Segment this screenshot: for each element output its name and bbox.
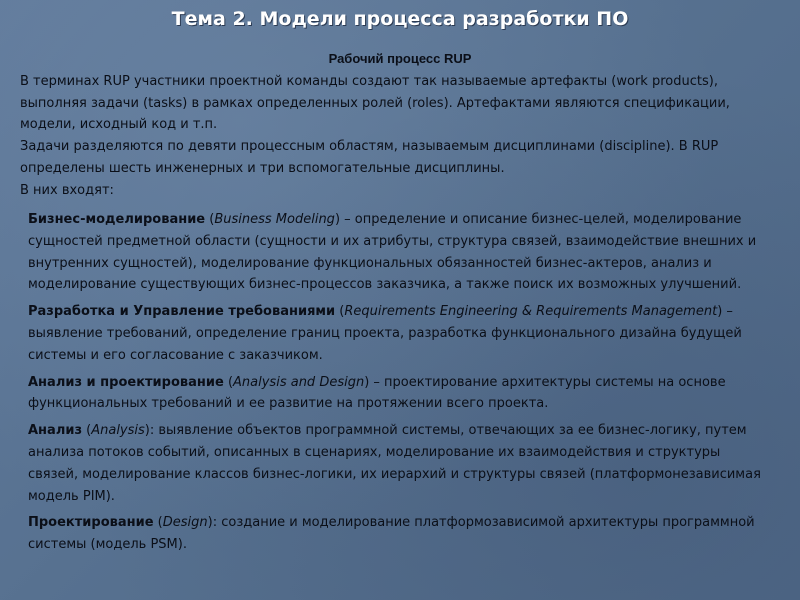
intro-paragraph: В них входят:: [20, 182, 114, 198]
discipline-english-name: Requirements Engineering & Requirements Management: [344, 304, 718, 320]
intro-text: [20, 71, 780, 201]
discipline-description: выявление объектов программной системы, отвечающих за ее бизнес-логику, путем анализа потоков событий, описанных в сценариях, моделирование их взаимодействия и структуры связей, моделирование классов бизнес-логики, их иерархий и структуры связей (платформонезависимая модель PIM).: [28, 423, 761, 504]
intro-paragraph: В терминах RUP участники проектной команды создают так называемые артефакты (work products), выполняя задачи (tasks) в рамках определенных ролей (roles). Артефактами являются спецификации, модели, исходный код и т.п.: [20, 74, 730, 133]
discipline-english-name: Analysis: [91, 423, 145, 439]
discipline-english-name: Design: [162, 515, 208, 531]
discipline-description: – проектирование архитектуры системы на основе функциональных требований и ее развитие на протяжении всего проекта.: [28, 374, 726, 412]
discipline-analysis: Анализ (Analysis): выявление объектов программной системы, отвечающих за ее бизнес-логику, путем анализа потоков событий, описанных в сценариях, моделирование их взаимодействия и структуры связей, моделирование классов бизнес-логики, их иерархий и структуры связей (платформонезависимая модель PIM).: [28, 423, 761, 504]
intro-paragraph: Задачи разделяются по девяти процессным областям, называемым дисциплинами (discipline). В RUP определены шесть инженерных и три вспомогательные дисциплины.: [20, 139, 719, 176]
discipline-name: Проектирование: [28, 515, 154, 531]
discipline-requirements: Разработка и Управление требованиями (Requirements Engineering & Requirements Management) – выявление требований, определение границ проекта, разработка функционального дизайна будущей системы и его согласование с заказчиком.: [28, 304, 742, 363]
discipline-design: Проектирование (Design): создание и моделирование платформозависимой архитектуры программной системы (модель PSM).: [28, 515, 755, 553]
discipline-business-modeling: Бизнес-моделирование (Business Modeling) – определение и описание бизнес-целей, моделирование сущностей предметной области (сущности и их атрибуты, структура связей, взаимодействие внешних и внутренних сущностей), моделирование функциональных обязанностей бизнес-актеров, анализ и моделирование существующих бизнес-процессов заказчика, а также поиск их возможных улучшений.: [28, 212, 757, 293]
discipline-description: – определение и описание бизнес-целей, моделирование сущностей предметной области (сущности и их атрибуты, структура связей, взаимодействие внешних и внутренних сущностей), моделирование функциональных обязанностей бизнес-актеров, анализ и моделирование существующих бизнес-процессов заказчика, а также поиск их возможных улучшений.: [28, 212, 757, 293]
discipline-name: Разработка и Управление требованиями: [28, 304, 336, 320]
section-subtitle: Рабочий процесс RUP: [328, 51, 472, 66]
discipline-name: Бизнес-моделирование: [28, 212, 206, 227]
discipline-english-name: Analysis and Design: [233, 374, 365, 390]
discipline-description: создание и моделирование платформозависимой архитектуры программной системы (модель PSM).: [28, 515, 755, 553]
disciplines-list: [28, 209, 773, 561]
discipline-description: – выявление требований, определение границ проекта, разработка функционального дизайна будущей системы и его согласование с заказчиком.: [28, 304, 742, 363]
discipline-name: Анализ и проектирование: [28, 374, 224, 390]
discipline-name: Анализ: [28, 423, 82, 439]
slide-title: Тема 2. Модели процесса разработки ПО: [171, 8, 629, 30]
discipline-analysis-design: Анализ и проектирование (Analysis and Design) – проектирование архитектуры системы на основе функциональных требований и ее развитие на протяжении всего проекта.: [28, 374, 726, 412]
discipline-english-name: Business Modeling: [214, 212, 335, 227]
